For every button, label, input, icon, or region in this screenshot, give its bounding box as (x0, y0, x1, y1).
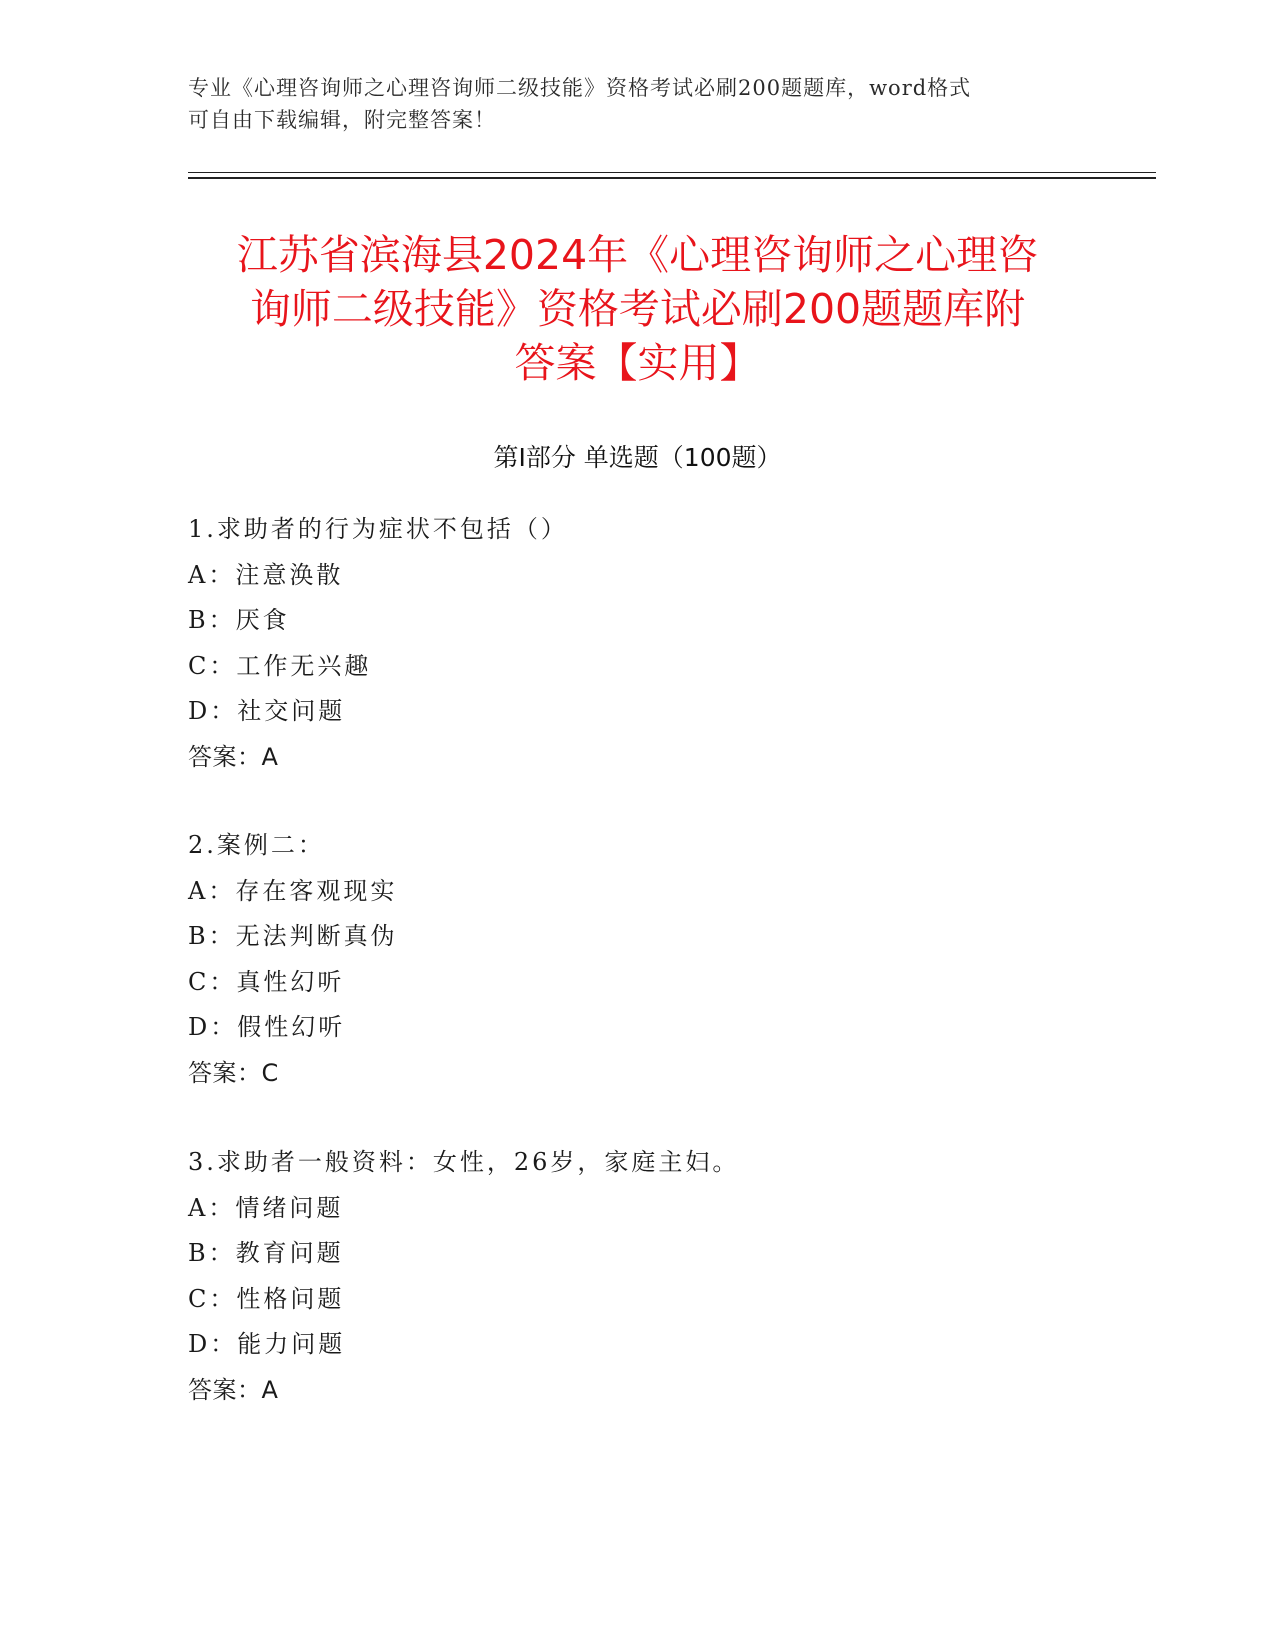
document-title (150, 228, 1125, 390)
option-c: C：真性幻听 (188, 967, 345, 996)
section-heading: 第Ⅰ部分 单选题（100题） (493, 443, 782, 472)
option-c: C：工作无兴趣 (188, 651, 372, 680)
option-b: B：厌食 (188, 606, 290, 634)
header-divider-thick (188, 177, 1156, 179)
question-stem: 2.案例二： (188, 831, 325, 859)
question-2 (188, 823, 1088, 1096)
question-stem: 3.求助者一般资料：女性，26岁，家庭主妇。 (188, 1148, 740, 1176)
option-d: D：社交问题 (188, 697, 346, 725)
answer-line: 答案：C (188, 1058, 279, 1087)
question-1 (188, 507, 1088, 780)
option-a: A：注意涣散 (188, 560, 344, 589)
question-stem: 1.求助者的行为症状不包括（） (188, 515, 568, 543)
title-line-3: 答案【实用】 (514, 339, 761, 387)
option-a: A：存在客观现实 (188, 876, 398, 905)
option-d: D：能力问题 (188, 1330, 346, 1358)
option-b: B：无法判断真伪 (188, 922, 398, 950)
header-note-line-2: 可自由下载编辑，附完整答案！ (188, 108, 496, 132)
option-c: C：性格问题 (188, 1284, 345, 1313)
title-line-1: 江苏省滨海县2024年《心理咨询师之心理咨 (236, 231, 1039, 279)
title-line-2: 询师二级技能》资格考试必刷200题题库附 (249, 285, 1026, 333)
option-a: A：情绪问题 (188, 1193, 344, 1222)
option-b: B：教育问题 (188, 1239, 344, 1267)
answer-line: 答案：A (188, 1375, 279, 1404)
answer-line: 答案：A (188, 742, 279, 771)
header-divider-thin (188, 172, 1156, 173)
question-3 (188, 1140, 1088, 1413)
header-note (188, 72, 1088, 136)
option-d: D：假性幻听 (188, 1013, 346, 1041)
header-note-line-1: 专业《心理咨询师之心理咨询师二级技能》资格考试必刷200题题库，word格式 (188, 76, 972, 100)
